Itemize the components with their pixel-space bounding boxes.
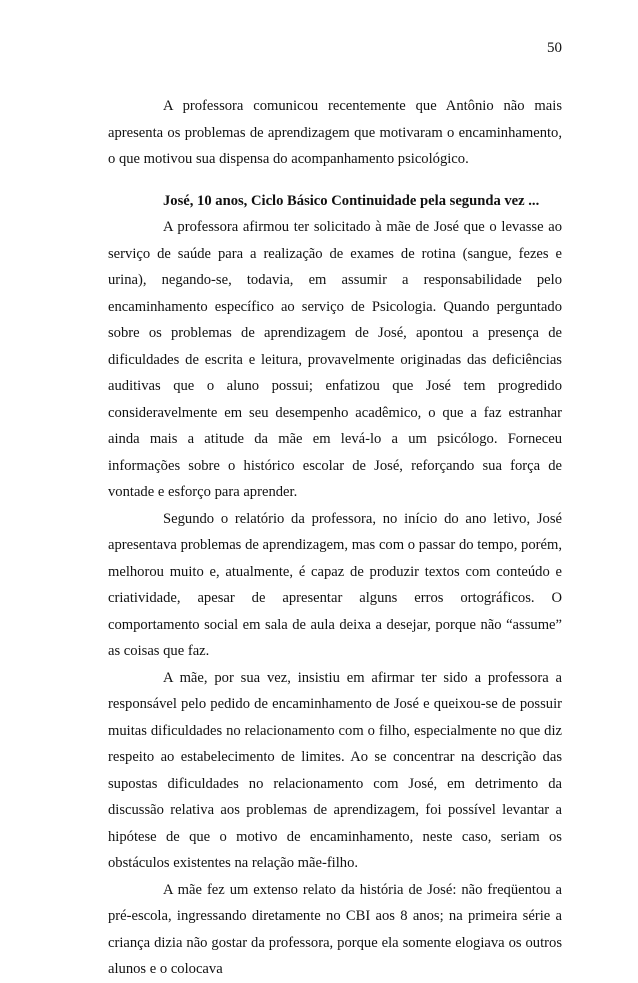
paragraph-antonio-dismissal: A professora comunicou recentemente que Antônio não mais apresenta os problemas de aprendizagem que motivaram o encaminhamento, o que motivou sua dispensa do acompanhamento psicológico. [108, 98, 562, 167]
paragraph-teacher-evaluation: Segundo o relatório da professora, no início do ano letivo, José apresentava problemas de aprendizagem, mas com o passar do tempo, porém, melhorou muito e, atualmente, é capaz de produzir textos com conteúdo e criatividade, apesar de apresentar alguns erros ortográficos. O comportamento social em sala de aula deixa a desejar, porque não “assume” as coisas que faz. [108, 510, 562, 659]
section-heading-jose: José, 10 anos, Ciclo Básico Continuidade pela segunda vez ... [163, 192, 540, 209]
document-body [108, 93, 562, 983]
page-number: 50 [547, 40, 562, 56]
paragraph-teacher-report: A professora afirmou ter solicitado à mãe de José que o levasse ao serviço de saúde para a realização de exames de rotina (sangue, fezes e urina), negando-se, todavia, em assumir a responsabilidade pelo encaminhamento específico ao serviço de Psicologia. Quando perguntado sobre os problemas de aprendizagem de José, apontou a presença de dificuldades de escrita e leitura, provavelmente originadas das deficiências auditivas que o aluno possui; enfatizou que José tem progredido consideravelmente em seu desempenho acadêmico, o que a faz estranhar ainda mais a atitude da mãe em levá-lo a um psicólogo. Forneceu informações sobre o histórico escolar de José, reforçando sua força de vontade e esforço para aprender. [108, 219, 562, 500]
paragraph-mother-history: A mãe fez um extenso relato da história de José: não freqüentou a pré-escola, ingressando diretamente no CBI aos 8 anos; na primeira série a criança dizia não gostar da professora, porque ela somente elogiava os outros alunos e o colocava [108, 881, 562, 977]
paragraph-mother-perspective: A mãe, por sua vez, insistiu em afirmar ter sido a professora a responsável pelo pedido de encaminhamento de José e queixou-se de possuir muitas dificuldades no relacionamento com o filho, especialmente no que diz respeito ao estabelecimento de limites. Ao se concentrar na descrição das supostas dificuldades no relacionamento com José, em detrimento da discussão relativa aos problemas de aprendizagem, foi possível levantar a hipótese de que o motivo de encaminhamento, neste caso, seriam os obstáculos existentes na relação mãe-filho. [108, 669, 562, 871]
